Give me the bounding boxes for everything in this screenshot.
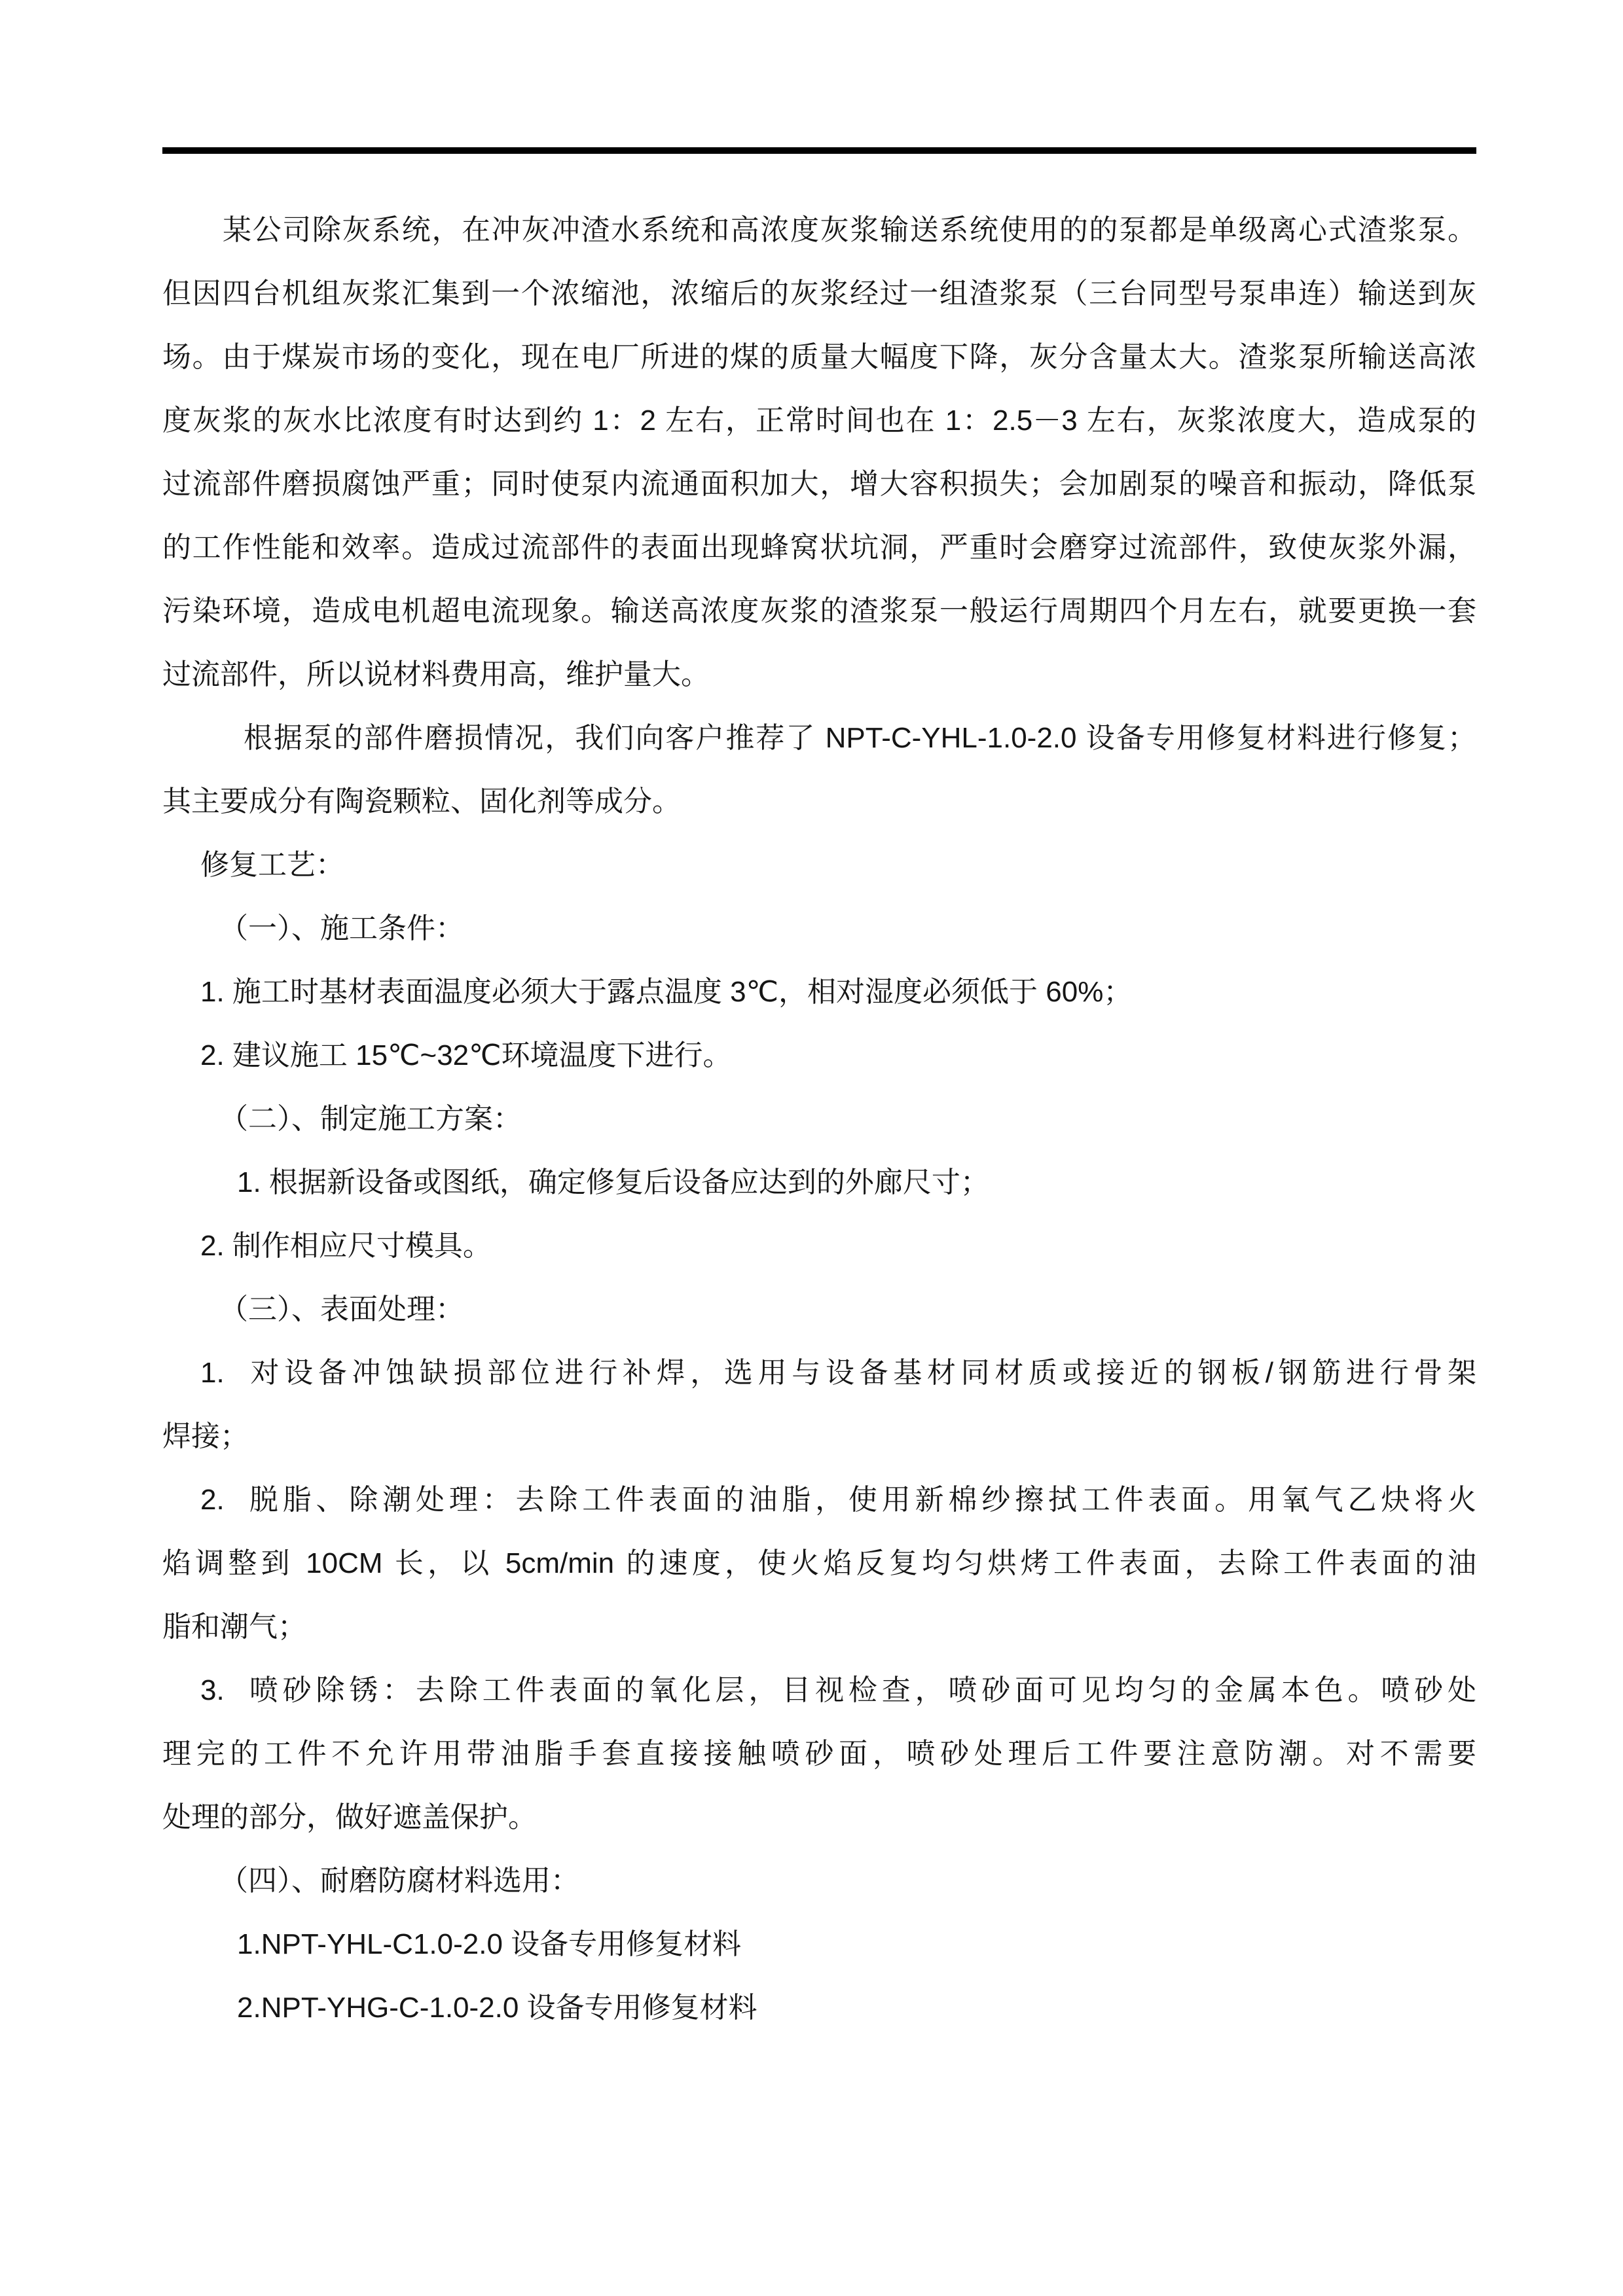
header-rule-divider xyxy=(162,147,1476,154)
doc-line: 脂和潮气； xyxy=(162,1611,306,1643)
doc-line: （一）、施工条件： xyxy=(219,912,464,944)
doc-line: 2. 制作相应尺寸模具。 xyxy=(200,1230,492,1262)
doc-line: 1.NPT-YHL-C1.0-2.0 设备专用修复材料 xyxy=(237,1928,742,1960)
doc-line: （四）、耐磨防腐材料选用： xyxy=(219,1865,579,1897)
doc-line: 其主要成分有陶瓷颗粒、固化剂等成分。 xyxy=(162,785,681,817)
doc-line: （三）、表面处理： xyxy=(219,1293,464,1325)
doc-line: 1. 根据新设备或图纸，确定修复后设备应达到的外廊尺寸； xyxy=(237,1166,989,1198)
doc-line: 理完的工件不允许用带油脂手套直接接触喷砂面，喷砂处理后工件要注意防潮。对不需要 xyxy=(162,1738,1476,1770)
document-body xyxy=(162,198,1476,2039)
doc-line: 过流部件磨损腐蚀严重；同时使泵内流通面积加大，增大容积损失；会加剧泵的噪音和振动，降低泵 xyxy=(162,468,1476,500)
doc-line: 过流部件，所以说材料费用高，维护量大。 xyxy=(162,658,710,691)
doc-line: 场。由于煤炭市场的变化，现在电厂所进的煤的质量大幅度下降，灰分含量太大。渣浆泵所输送高浓 xyxy=(162,341,1476,373)
doc-line: 2. 建议施工 15℃~32℃环境温度下进行。 xyxy=(200,1039,732,1071)
doc-line: 但因四台机组灰浆汇集到一个浓缩池，浓缩后的灰浆经过一组渣浆泵（三台同型号泵串连）输送到灰 xyxy=(162,278,1476,310)
doc-line: 焰调整到 10CM 长，以 5cm/min 的速度，使火焰反复均匀烘烤工件表面，去除工件表面的油 xyxy=(162,1547,1476,1579)
doc-line: 3. 喷砂除锈：去除工件表面的氧化层，目视检查，喷砂面可见均匀的金属本色。喷砂处 xyxy=(200,1674,1476,1706)
doc-line: 的工作性能和效率。造成过流部件的表面出现蜂窝状坑洞，严重时会磨穿过流部件，致使灰浆外漏， xyxy=(162,531,1476,564)
doc-line: 2.NPT-YHG-C-1.0-2.0 设备专用修复材料 xyxy=(237,1992,757,2024)
doc-line: 污染环境，造成电机超电流现象。输送高浓度灰浆的渣浆泵一般运行周期四个月左右，就要更换一套 xyxy=(162,595,1476,627)
doc-line: 根据泵的部件磨损情况，我们向客户推荐了 NPT-C-YHL-1.0-2.0 设备专用修复材料进行修复； xyxy=(244,722,1476,754)
doc-line: 1. 施工时基材表面温度必须大于露点温度 3℃，相对湿度必须低于 60%； xyxy=(200,976,1133,1008)
doc-line: 处理的部分，做好遮盖保护。 xyxy=(162,1801,537,1833)
doc-line: 1. 对设备冲蚀缺损部位进行补焊，选用与设备基材同材质或接近的钢板/钢筋进行骨架 xyxy=(200,1357,1476,1389)
doc-line: 焊接； xyxy=(162,1420,249,1452)
doc-line: 某公司除灰系统，在冲灰冲渣水系统和高浓度灰浆输送系统使用的的泵都是单级离心式渣浆泵。 xyxy=(223,214,1476,246)
doc-line: （二）、制定施工方案： xyxy=(219,1103,522,1135)
doc-line: 修复工艺： xyxy=(200,849,344,881)
doc-line: 2. 脱脂、除潮处理：去除工件表面的油脂，使用新棉纱擦拭工件表面。用氧气乙炔将火 xyxy=(200,1484,1476,1516)
doc-line: 度灰浆的灰水比浓度有时达到约 1：2 左右，正常时间也在 1：2.5－3 左右，灰浆浓度大，造成泵的 xyxy=(162,404,1476,437)
